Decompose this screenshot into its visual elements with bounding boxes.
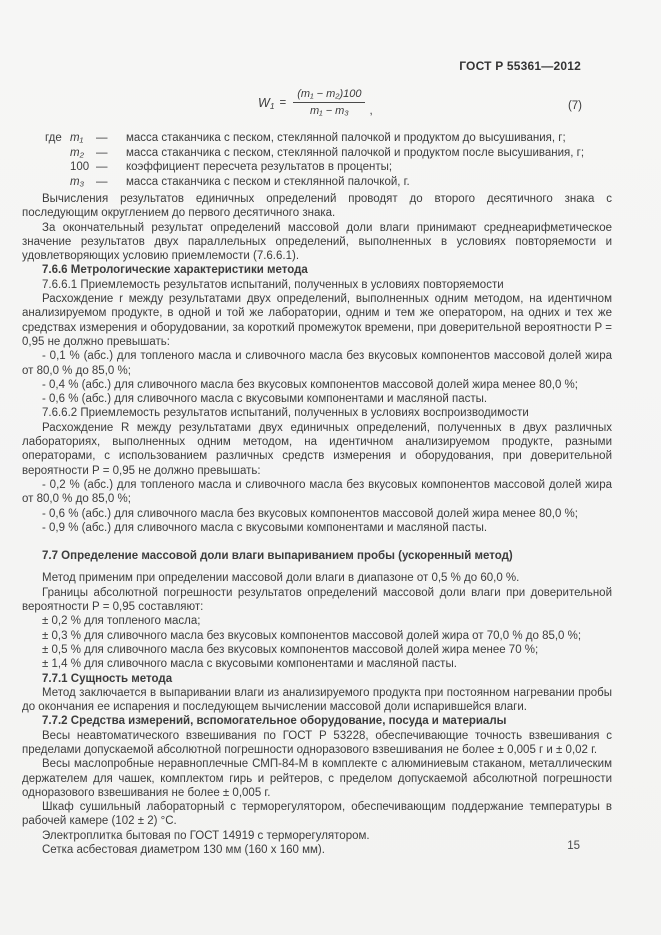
formula-variable: W — [258, 95, 270, 110]
fraction-numerator: (m₁ − m₂)100 — [293, 88, 365, 103]
paragraph-asbestos-mesh: Сетка асбестовая диаметром 130 мм (160 х 160 мм). — [42, 844, 325, 857]
document-body — [22, 192, 612, 857]
heading-7-6-6: 7.6.6 Метрологические характеристики метода — [42, 264, 308, 277]
list-item-0-6-percent: - 0,6 % (абс.) для сливочного масла с вкусовыми компонентами и масляной пасты. — [42, 393, 488, 406]
paragraph-7-6-6-2: 7.6.6.2 Приемлемость результатов испытаний, полученных в условиях воспроизводимости — [42, 407, 529, 420]
legend-term: m₁ — [70, 132, 84, 144]
legend-definition: коэффициент пересчета результатов в проценты; — [126, 161, 393, 174]
list-item-0-6-percent-2: - 0,6 % (абс.) для сливочного масла без вкусовых компонентов массовой долей жира менее 80,0 %; — [42, 507, 578, 520]
legend-definition: масса стаканчика с песком, стеклянной палочкой и продуктом до высушивания, г; — [126, 132, 566, 144]
formula-row — [22, 88, 612, 132]
list-item-0-1-percent: - 0,1 % (абс.) для топленого масла и сливочного масла без вкусовых компонентов массовой долей жира от 80,0 % до 85,0 %; — [22, 350, 612, 377]
legend-row-m1 — [45, 131, 612, 146]
heading-7-7-1: 7.7.1 Сущность метода — [42, 672, 173, 685]
legend-term: m₃ — [70, 175, 85, 188]
paragraph-method-essence: Метод заключается в выпаривании влаги из анализируемого продукта при постоянном нагревании пробы до окончания ее испарения и последующем вычислении массовой доли испарившейся влаги. — [22, 686, 612, 714]
fraction — [293, 88, 365, 117]
paragraph-error-limits: Границы абсолютной погрешности результатов определений массовой доли влаги при доверительной вероятности P = 0,95 составляют: — [22, 586, 612, 614]
legend-dash: — — [96, 146, 108, 159]
formula-variable-subscript: 1 — [269, 100, 275, 111]
fraction-denominator: m₁ − m₃ — [310, 105, 349, 117]
paragraph-final-result: За окончательный результат определений массовой доли влаги принимают среднеарифметическое значение результатов двух параллельных определений, выполненных в условиях повторяемости и удовлетворяющих условию приемлемости (7.6.6.1). — [22, 221, 612, 263]
paragraph-7-6-6-1: 7.6.6.1 Приемлемость результатов испытаний, полученных в условиях повторяемости — [42, 278, 504, 291]
paragraph-scales-gost-53228: Весы неавтоматического взвешивания по ГОСТ Р 53228, обеспечивающие точность взвешивания с пределами допускаемой абсолютной погрешности одноразового взвешивания не более ± 0,005 г и ± 0,02 г. — [22, 729, 612, 756]
equation-number: (7) — [567, 100, 582, 112]
formula-moisture-mass-fraction — [258, 88, 373, 117]
paragraph-method-range: Метод применим при определении массовой доли влаги в диапазоне от 0,5 % до 60,0 %. — [42, 572, 520, 585]
heading-7-7-2: 7.7.2 Средства измерений, вспомогательное оборудование, посуда и материалы — [42, 715, 507, 728]
legend-row-m3 — [45, 175, 612, 190]
list-item-0-4-percent: - 0,4 % (абс.) для сливочного масла без вкусовых компонентов массовой долей жира менее 80,0 %; — [42, 378, 578, 391]
paragraph-scales-smp-84m: Весы маслопробные неравноплечные СМП-84-М в комплекте с алюминиевым стаканом, металлическим держателем для чашек, комплектом гирь и рейтеров, с пределом допускаемой абсолютной погрешности одноразового взвешивания не более ± 0,005 г. — [22, 758, 612, 799]
paragraph-repeatability-conditions: Расхождение r между результатами двух определений, выполненных одним методом, на идентичном анализируемом продукте, в одной и той же лаборатории, одним и тем же оператором, на одних и тех же средствах измерения и оборудовании, за короткий промежуток времени, при доверительной вероятности P = 0,95 не должно превышать: — [22, 293, 612, 348]
legend-dash: — — [96, 175, 108, 188]
heading-7-7: 7.7 Определение массовой доли влаги выпариванием пробы (ускоренный метод) — [42, 550, 513, 563]
paragraph-reproducibility-conditions: Расхождение R между результатами двух единичных определений, полученных в двух различных лабораториях, выполненных одним методом, на идентичном анализируемом продукте, разными операторами, с использованием различных средств измерения и оборудования, при доверительной вероятности P = 0,95 не должно превышать: — [22, 421, 612, 477]
legend-dash: — — [96, 132, 108, 144]
legend-definition: масса стаканчика с песком и стеклянной палочкой, г. — [126, 175, 410, 188]
list-item-pm-1-4: ± 1,4 % для сливочного масла с вкусовыми компонентами и масляной пасты. — [42, 658, 457, 671]
paragraph-electric-stove: Электроплитка бытовая по ГОСТ 14919 с терморегулятором. — [42, 829, 370, 842]
legend-dash: — — [96, 161, 108, 174]
list-item-pm-0-2: ± 0,2 % для топленого масла; — [42, 615, 201, 628]
paragraph-calc-rounding: Вычисления результатов единичных определений проводят до второго десятичного знака с последующим округлением до первого десятичного знака. — [22, 193, 612, 220]
legend-term: 100 — [70, 161, 90, 174]
list-item-pm-0-3: ± 0,3 % для сливочного масла без вкусовых компонентов массовой долей жира от 70,0 % до 85,0 %; — [42, 629, 582, 642]
formula-comma: , — [369, 105, 373, 117]
legend-definition: масса стаканчика с песком, стеклянной палочкой и продуктом после высушивания, г; — [126, 146, 585, 159]
paragraph-drying-cabinet: Шкаф сушильный лабораторный с терморегулятором, обеспечивающим поддержание температуры в рабочей камере (102 ± 2) °С. — [22, 801, 612, 828]
legend-prefix: где — [45, 132, 62, 144]
document-number: ГОСТ Р 55361—2012 — [459, 59, 581, 73]
list-item-0-2-percent: - 0,2 % (абс.) для топленого масла и сливочного масла без вкусовых компонентов массовой долей жира от 80,0 % до 85,0 %; — [22, 478, 612, 506]
legend-term: m₂ — [70, 146, 84, 159]
equals-sign: = — [279, 96, 287, 109]
legend-row-m2 — [45, 146, 612, 161]
legend-row-100 — [45, 160, 612, 175]
formula-legend — [45, 131, 612, 189]
list-item-pm-0-5: ± 0,5 % для сливочного масла без вкусовых компонентов массовой долей жира менее 70 %; — [42, 643, 539, 656]
list-item-0-9-percent: - 0,9 % (абс.) для сливочного масла с вкусовыми компонентами и масляной пасты. — [42, 521, 488, 534]
page-number: 15 — [567, 840, 580, 852]
